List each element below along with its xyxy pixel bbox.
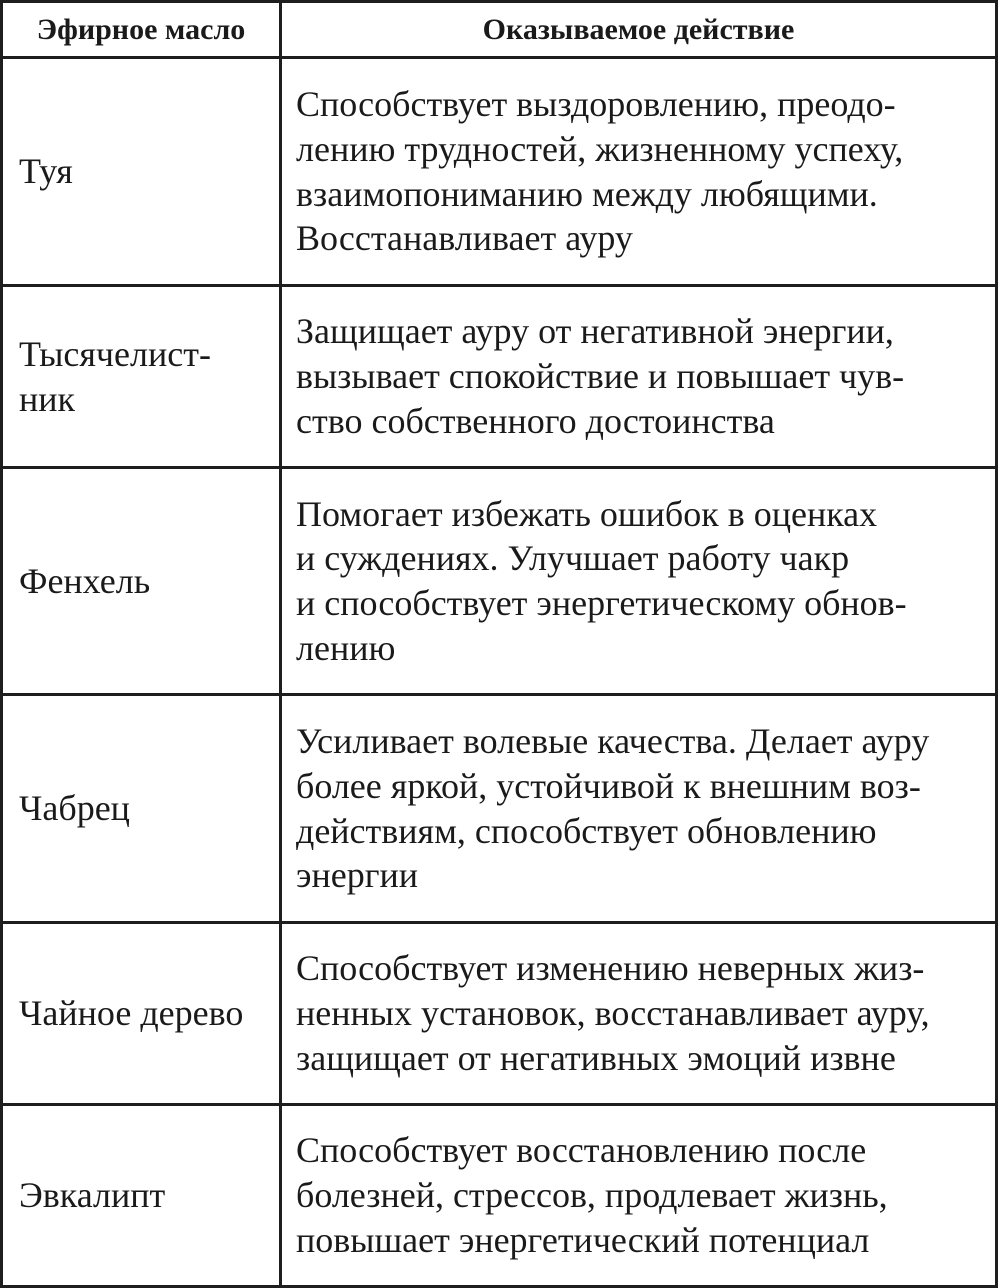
oil-name-line: ник [19, 378, 76, 419]
oil-name-line: Чабрец [19, 788, 130, 829]
effect-line: действиям, способствует обновлению [296, 810, 877, 851]
effect-line: и суждениях. Улучшает работу чакр [296, 538, 850, 579]
header-oil: Эфирное масло [2, 2, 281, 58]
effect-cell [281, 468, 997, 695]
effect-line: Способствует изменению неверных жиз- [296, 948, 925, 989]
effect-line: взаимопониманию между любящими. [296, 173, 878, 214]
oil-name-line: Тысячелист- [19, 333, 211, 374]
table-row [2, 58, 997, 286]
effect-line: защищает от негативных эмоций извне [296, 1037, 896, 1078]
effect-cell [281, 286, 997, 468]
effect-line: более яркой, устойчивой к внешним воз- [296, 765, 921, 806]
effect-line: ство собственного достоинства [296, 400, 775, 441]
effect-line: Защищает ауру от негативной энергии, [296, 311, 894, 352]
effect-line: Способствует восстановлению после [296, 1130, 867, 1171]
effect-cell [281, 1105, 997, 1287]
effect-line: лению [296, 627, 396, 668]
table-header-row [2, 2, 997, 58]
table-row [2, 923, 997, 1105]
oil-name-line: Фенхель [19, 560, 151, 601]
oil-name-cell [2, 923, 281, 1105]
effect-line: Восстанавливает ауру [296, 218, 633, 259]
effect-line: болезней, стрессов, продлевает жизнь, [296, 1175, 888, 1216]
effect-line: ненных установок, восстанавливает ауру, [296, 993, 930, 1034]
effect-line: лению трудностей, жизненному успеху, [296, 128, 904, 169]
header-effect: Оказываемое действие [281, 2, 997, 58]
table-row [2, 1105, 997, 1287]
effect-line: Способствует выздоровлению, преодо- [296, 84, 896, 125]
oil-name-cell [2, 58, 281, 286]
oil-name-cell [2, 286, 281, 468]
effect-cell [281, 58, 997, 286]
effect-line: и способствует энергетическому обнов- [296, 583, 907, 623]
oil-name-cell [2, 468, 281, 695]
oil-name-line: Туя [19, 151, 73, 192]
table-row [2, 468, 997, 695]
oil-name-cell [2, 695, 281, 923]
effect-line: Помогает избежать ошибок в оценках [296, 493, 878, 534]
effect-cell [281, 695, 997, 923]
oil-name-line: Эвкалипт [19, 1175, 166, 1216]
table-row [2, 695, 997, 923]
table-row [2, 286, 997, 468]
effect-line: энергии [296, 855, 418, 896]
effect-line: вызывает спокойствие и повышает чув- [296, 356, 905, 397]
oil-name-line: Чайное дерево [19, 993, 244, 1034]
effect-cell [281, 923, 997, 1105]
effect-line: Усиливает волевые качества. Делает ауру [296, 721, 930, 762]
effect-line: повышает энергетический потенциал [296, 1219, 870, 1260]
oil-name-cell [2, 1105, 281, 1287]
